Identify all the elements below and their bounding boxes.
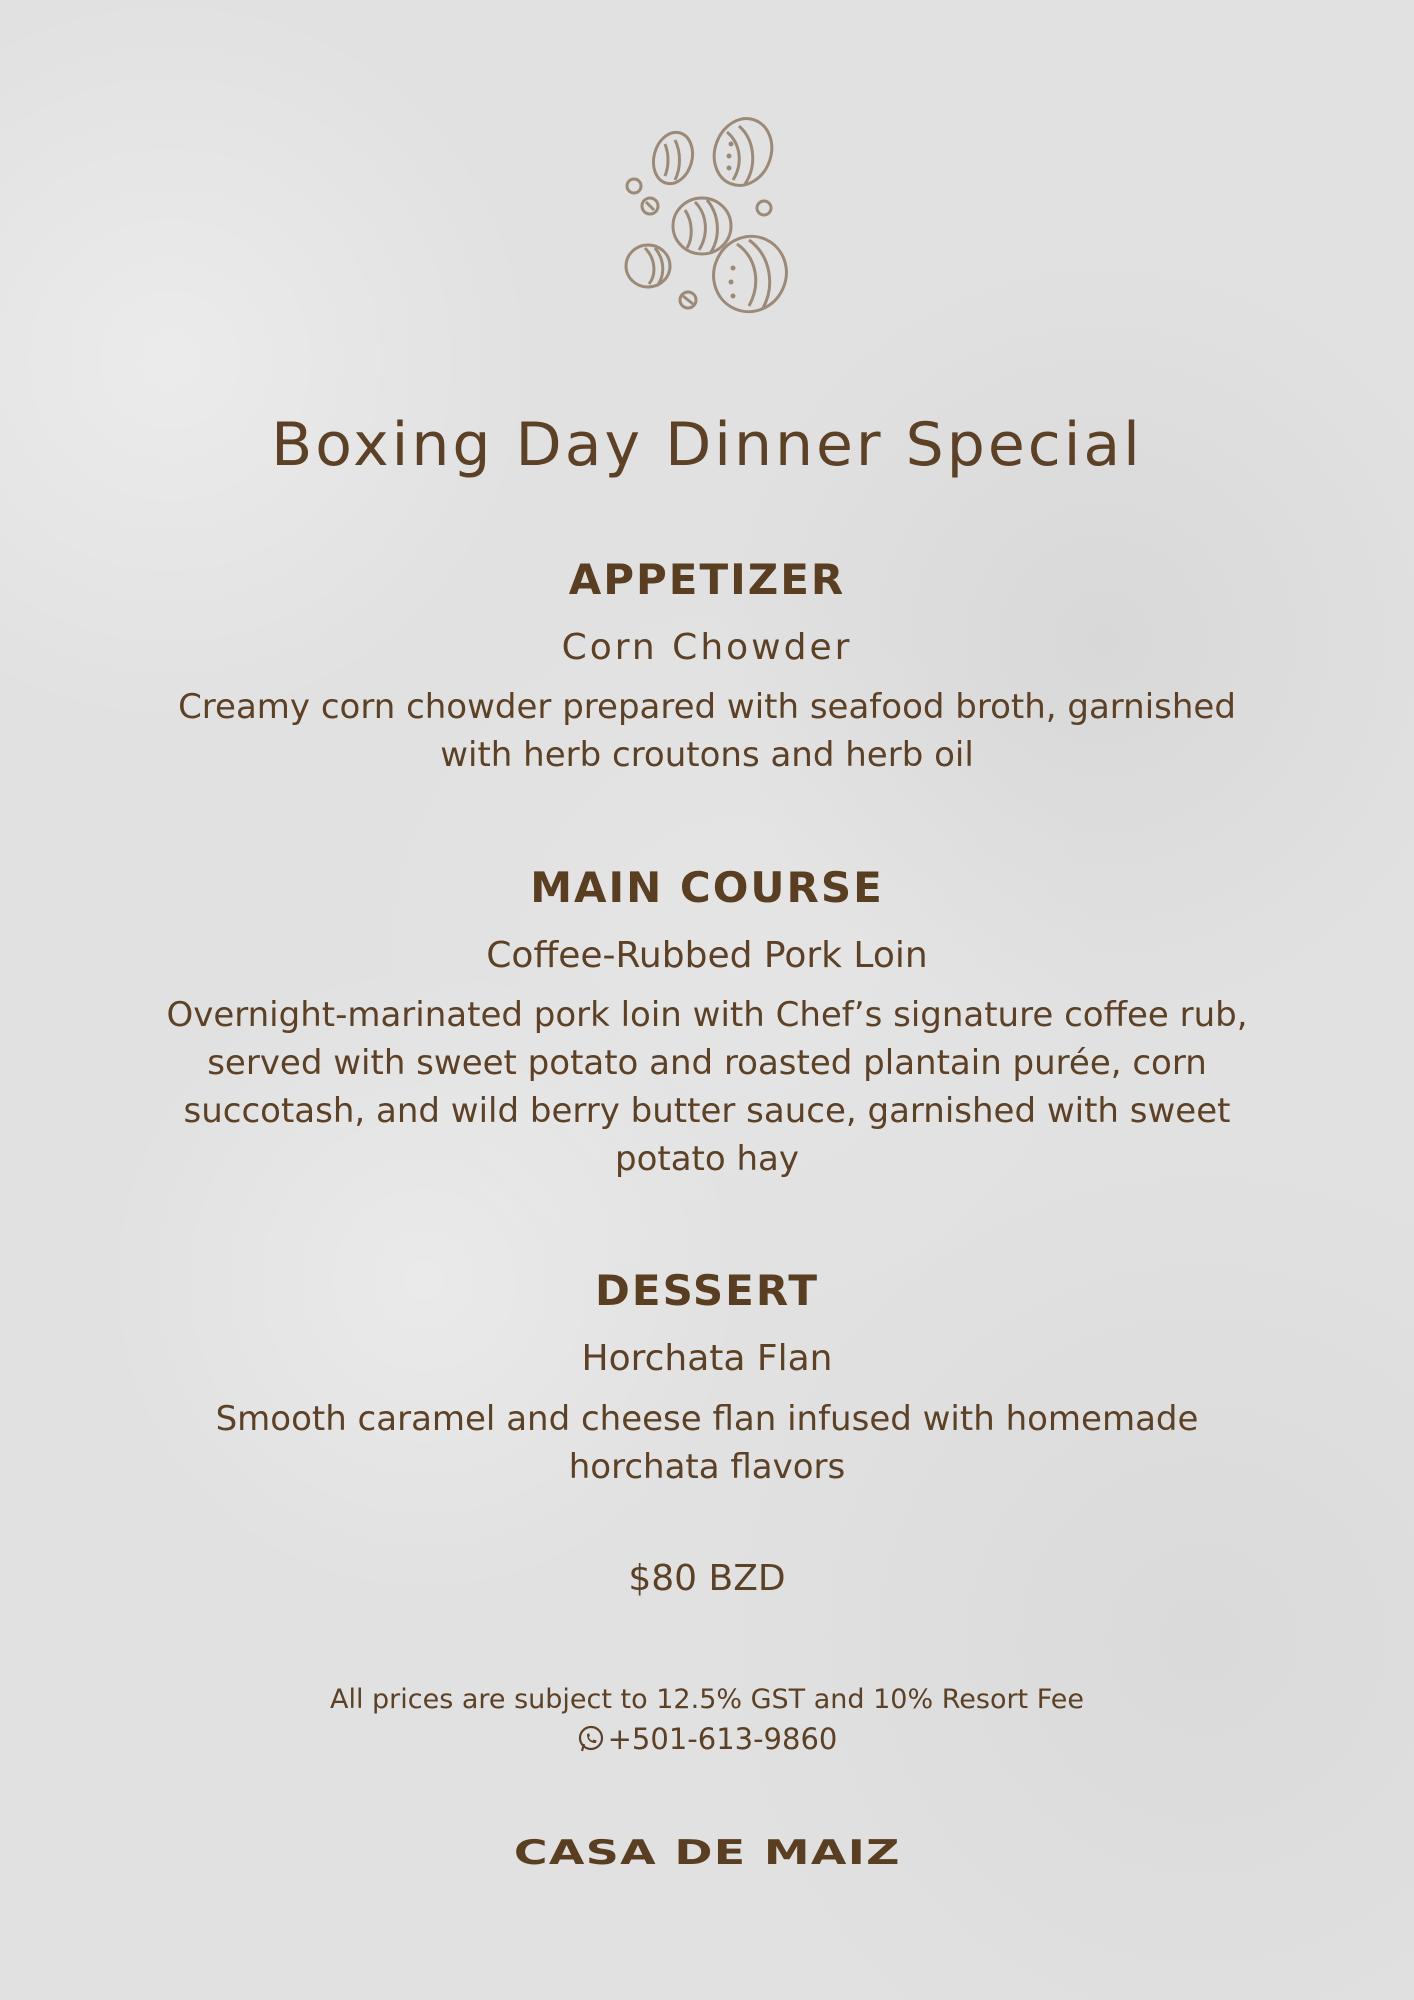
dish-name-pork-loin: Coffee-Rubbed Pork Loin [486, 935, 928, 976]
menu-title: Boxing Day Dinner Special [271, 410, 1143, 480]
description-line: Overnight-marinated pork loin with Chef’s signature coffee rub, [166, 995, 1248, 1035]
appetizer-dish [0, 627, 1414, 668]
main-course-description [0, 991, 1414, 1183]
description-line: Creamy corn chowder prepared with seafood broth, garnished [178, 687, 1236, 727]
main-course-dish [0, 935, 1414, 976]
appetizer-description [0, 683, 1414, 779]
description-line: succotash, and wild berry butter sauce, garnished with sweet [183, 1091, 1231, 1131]
brand-logo [0, 1833, 1414, 1873]
dish-name-corn-chowder: Corn Chowder [561, 627, 853, 668]
whatsapp-icon [577, 1725, 605, 1753]
description-line: Smooth caramel and cheese flan infused with homemade [215, 1399, 1199, 1439]
corn-kernels-illustration-icon [615, 110, 800, 325]
brand-wordmark: CASA DE MAIZ [513, 1833, 901, 1873]
main-course-section [0, 863, 1414, 912]
description-line: with herb croutons and herb oil [440, 735, 974, 775]
dessert-description [0, 1395, 1414, 1491]
dessert-section [0, 1266, 1414, 1315]
contact-phone [0, 1722, 1414, 1756]
tax-note: All prices are subject to 12.5% GST and 10% Resort Fee [329, 1684, 1085, 1715]
phone-number[interactable]: +501-613-9860 [607, 1722, 838, 1756]
menu-price: $80 BZD [628, 1558, 786, 1599]
appetizer-section [0, 555, 1414, 604]
description-line: horchata flavors [568, 1447, 846, 1487]
section-heading-appetizer: APPETIZER [568, 555, 846, 604]
section-heading-dessert: DESSERT [595, 1266, 819, 1315]
dessert-dish [0, 1338, 1414, 1379]
dish-name-horchata-flan: Horchata Flan [581, 1338, 833, 1379]
description-line: potato hay [615, 1139, 799, 1179]
section-heading-main-course: MAIN COURSE [530, 863, 884, 912]
description-line: served with sweet potato and roasted plantain purée, corn [207, 1043, 1207, 1083]
